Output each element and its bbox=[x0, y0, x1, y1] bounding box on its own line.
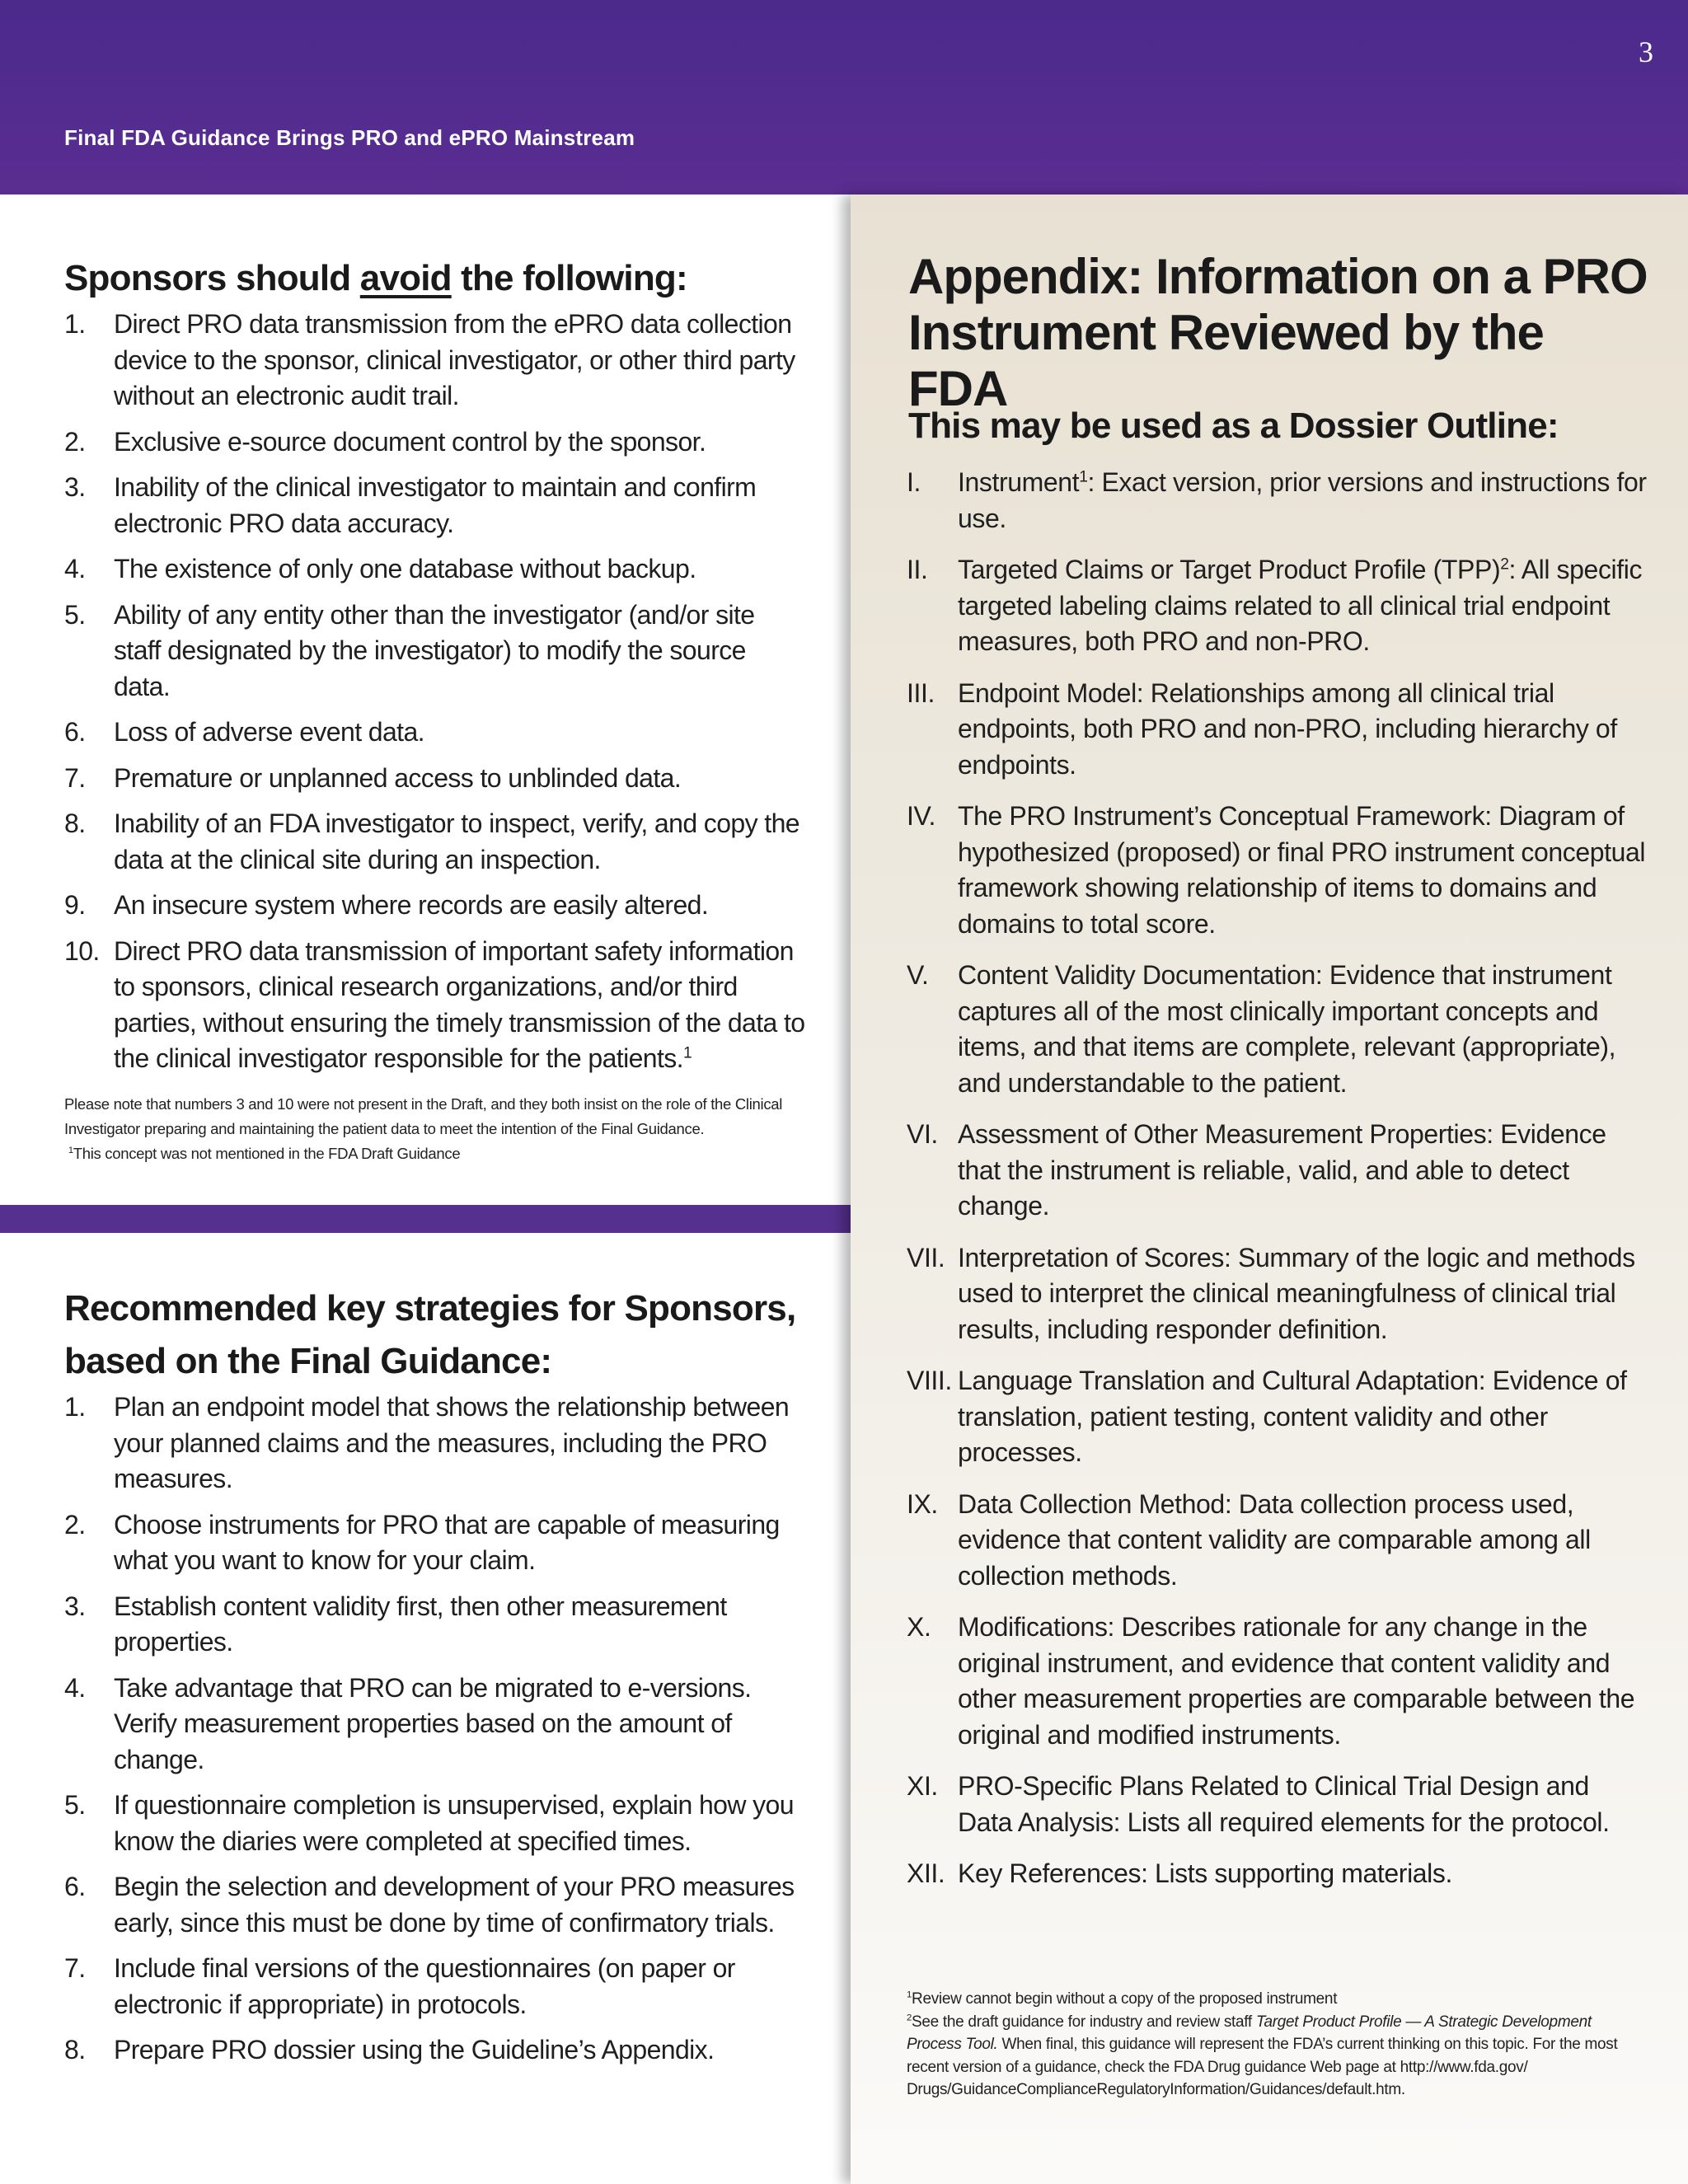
header-title: Final FDA Guidance Brings PRO and ePRO Mainstream bbox=[64, 125, 635, 150]
list-item bbox=[907, 1769, 1648, 1840]
list-item bbox=[64, 761, 806, 797]
list-item-number: 4. bbox=[64, 1672, 86, 1703]
appendix-footnote-2: $^2$See the draft guidance for industry and review staff Target Product Profile — A Strategic Development Process Tool. When final, this guidance will represent the FDA’s current thinking on this topic. For the most recent version of a guidance, check the FDA Drug guidance Web page at http://www.fda.gov/ Drugs/GuidanceComplianceRegulatoryInformation/Guidances/default.htm. bbox=[907, 2013, 1618, 2098]
list-item-text: Plan an endpoint model that shows the relationship between your planned claims and the measures, including the PRO measures. bbox=[114, 1392, 790, 1493]
list-item bbox=[64, 888, 806, 924]
list-item bbox=[64, 1589, 806, 1661]
list-item bbox=[64, 424, 806, 461]
list-item-text: Endpoint Model: Relationships among all clinical trial endpoints, both PRO and non-PRO, including hierarchy of endpoints. bbox=[958, 677, 1617, 780]
strategies-section bbox=[64, 1282, 806, 2079]
list-item-text: : All specific targeted labeling claims related to all clinical trial endpoint measures, both PRO and non-PRO. bbox=[958, 555, 1643, 656]
list-item-text: Ability of any entity other than the investigator (and/or site staff designated by the investigator) to modify the source data. bbox=[114, 599, 755, 701]
list-item-text: Inability of the clinical investigator to maintain and confirm electronic PRO data accuracy. bbox=[114, 472, 757, 538]
list-item bbox=[64, 1390, 806, 1497]
list-item-head: Instrument bbox=[958, 467, 1080, 497]
list-item-number: VI. bbox=[907, 1119, 938, 1149]
list-item bbox=[907, 1856, 1648, 1892]
list-item-text: : Exact version, prior versions and instructions for use. bbox=[958, 467, 1647, 533]
list-item bbox=[907, 1363, 1648, 1471]
list-item bbox=[64, 2032, 806, 2069]
appendix-footnotes bbox=[907, 1988, 1632, 2102]
list-item-number: 8. bbox=[64, 2035, 86, 2064]
list-item-text: Prepare PRO dossier using the Guideline’s Appendix. bbox=[114, 2035, 715, 2064]
list-item-number: 3. bbox=[64, 1591, 86, 1621]
list-item-number: 2. bbox=[64, 426, 86, 457]
list-item bbox=[907, 1610, 1648, 1753]
list-item-number: II. bbox=[907, 555, 928, 584]
appendix-title: Appendix: Information on a PRO Instrument Reviewed by the FDA bbox=[908, 249, 1648, 416]
header-banner bbox=[0, 0, 1688, 194]
list-item-number: 2. bbox=[64, 1509, 86, 1540]
list-item bbox=[64, 1788, 806, 1859]
footnote-marker: 1 bbox=[1079, 468, 1088, 486]
appendix-footnote-1: $^1$Review cannot begin without a copy of the proposed instrument bbox=[907, 1990, 1338, 2008]
list-item-number: VIII. bbox=[907, 1366, 952, 1395]
strategies-title: Recommended key strategies for Sponsors, based on the Final Guidance: bbox=[64, 1288, 796, 1381]
list-item-number: IX. bbox=[907, 1488, 938, 1519]
list-item bbox=[64, 934, 806, 1077]
list-item-text: Loss of adverse event data. bbox=[114, 717, 424, 747]
avoid-list bbox=[64, 307, 806, 1077]
section-divider bbox=[0, 1205, 851, 1233]
dossier-outline-list bbox=[907, 465, 1648, 1908]
list-item bbox=[64, 715, 806, 751]
list-item bbox=[907, 799, 1648, 942]
list-item bbox=[907, 1117, 1648, 1225]
list-item-number: 9. bbox=[64, 890, 86, 920]
list-item-number: 6. bbox=[64, 1872, 86, 1901]
list-item-number: XII. bbox=[907, 1858, 945, 1888]
list-item-head: Targeted Claims or Target Product Profile (TPP) bbox=[958, 555, 1501, 584]
list-item-text: If questionnaire completion is unsupervised, explain how you know the diaries were completed at specified times. bbox=[114, 1790, 794, 1856]
list-item bbox=[64, 1951, 806, 2022]
list-item bbox=[64, 1671, 806, 1779]
list-item-text: Inability of an FDA investigator to inspect, verify, and copy the data at the clinical site during an inspection. bbox=[114, 808, 799, 874]
list-item-number: III. bbox=[907, 677, 935, 708]
list-item-text: Choose instruments for PRO that are capable of measuring what you want to know for your claim. bbox=[114, 1509, 780, 1575]
list-item bbox=[64, 1507, 806, 1579]
list-item-text: Direct PRO data transmission from the ePRO data collection device to the sponsor, clinical investigator, or other third party without an electronic audit trail. bbox=[114, 309, 795, 410]
list-item-text: Key References: Lists supporting materials. bbox=[958, 1858, 1452, 1888]
list-item bbox=[907, 465, 1648, 537]
list-item-text: Data Collection Method: Data collection process used, evidence that content validity are comparable among all collection methods. bbox=[958, 1488, 1591, 1591]
list-item-number: 5. bbox=[64, 1790, 86, 1820]
list-item-number: 4. bbox=[64, 554, 86, 583]
list-item bbox=[64, 598, 806, 705]
list-item-text: The existence of only one database without backup. bbox=[114, 554, 696, 583]
page-number: 3 bbox=[1639, 35, 1653, 68]
avoid-note: Please note that numbers 3 and 10 were not present in the Draft, and they both insist on the role of the Clinical Investigator preparing and maintaining the patient data to meet the intention of the Final Guidance. bbox=[64, 1094, 783, 1137]
list-item-text: Interpretation of Scores: Summary of the logic and methods used to interpret the clinical meaningfulness of clinical trial results, including responder definition. bbox=[958, 1242, 1635, 1344]
list-item-text: Begin the selection and development of your PRO measures early, since this must be done by time of confirmatory trials. bbox=[114, 1872, 795, 1938]
avoid-footnote: $^1$This concept was not mentioned in the FDA Draft Guidance bbox=[68, 1144, 461, 1162]
list-item-number: IV. bbox=[907, 801, 935, 831]
list-item-number: 6. bbox=[64, 717, 86, 747]
list-item bbox=[907, 676, 1648, 784]
footnote-marker: 2 bbox=[1500, 555, 1509, 574]
list-item bbox=[907, 1240, 1648, 1348]
list-item-number: 10. bbox=[64, 935, 100, 966]
list-item-text: Direct PRO data transmission of important safety information to sponsors, clinical research organizations, and/or third parties, without ensuring the timely transmission of the data to the clinical investigator responsible for the patients. bbox=[114, 935, 805, 1073]
list-item-text: Language Translation and Cultural Adaptation: Evidence of translation, patient testing, content validity and other processes. bbox=[958, 1366, 1627, 1467]
list-item bbox=[907, 1487, 1648, 1595]
list-item-number: VII. bbox=[907, 1242, 945, 1272]
list-item-text: Include final versions of the questionnaires (on paper or electronic if appropriate) in protocols. bbox=[114, 1953, 735, 2019]
list-item-text: PRO-Specific Plans Related to Clinical Trial Design and Data Analysis: Lists all required elements for the protocol. bbox=[958, 1771, 1610, 1837]
avoid-section bbox=[64, 252, 806, 1166]
list-item-number: 3. bbox=[64, 472, 86, 502]
list-item bbox=[64, 551, 806, 588]
list-item-text: The PRO Instrument’s Conceptual Framework: Diagram of hypothesized (proposed) or final PRO instrument conceptual framework showing relationship of items to domains and domains to total score. bbox=[958, 801, 1646, 939]
list-item bbox=[64, 470, 806, 541]
list-item-text: Content Validity Documentation: Evidence that instrument captures all of the most clinically important concepts and items, and that items are complete, relevant (appropriate), and understandable to the patient. bbox=[958, 960, 1616, 1098]
list-item-number: I. bbox=[907, 467, 921, 497]
list-item-number: X. bbox=[907, 1612, 931, 1642]
list-item-text: Establish content validity first, then other measurement properties. bbox=[114, 1591, 727, 1657]
footnote-marker: 1 bbox=[682, 1044, 692, 1062]
list-item-number: V. bbox=[907, 960, 929, 990]
avoid-title: Sponsors should avoid the following: bbox=[64, 258, 687, 298]
avoid-notes bbox=[64, 1092, 806, 1166]
list-item-text: Assessment of Other Measurement Properties: Evidence that the instrument is reliable, valid, and able to detect change. bbox=[958, 1119, 1606, 1221]
list-item-number: XI. bbox=[907, 1771, 938, 1801]
list-item-text: Modifications: Describes rationale for any change in the original instrument, and evidence that content validity and other measurement properties are comparable between the original and modified instruments. bbox=[958, 1612, 1635, 1750]
strategies-list bbox=[64, 1390, 806, 2069]
list-item-text: Exclusive e-source document control by the sponsor. bbox=[114, 426, 706, 457]
list-item-number: 8. bbox=[64, 808, 86, 838]
list-item-text: Premature or unplanned access to unblinded data. bbox=[114, 762, 682, 793]
list-item bbox=[64, 806, 806, 878]
dossier-subtitle: This may be used as a Dossier Outline: bbox=[908, 405, 1559, 446]
list-item bbox=[64, 1869, 806, 1941]
list-item bbox=[907, 552, 1648, 660]
list-item bbox=[64, 307, 806, 415]
list-item-number: 7. bbox=[64, 762, 86, 793]
list-item bbox=[907, 958, 1648, 1101]
list-item-text: An insecure system where records are easily altered. bbox=[114, 890, 709, 920]
list-item-number: 7. bbox=[64, 1953, 86, 1983]
list-item-number: 5. bbox=[64, 599, 86, 630]
list-item-number: 1. bbox=[64, 309, 86, 339]
list-item-number: 1. bbox=[64, 1392, 86, 1422]
list-item-text: Take advantage that PRO can be migrated to e-versions. Verify measurement properties based on the amount of change. bbox=[114, 1672, 752, 1774]
